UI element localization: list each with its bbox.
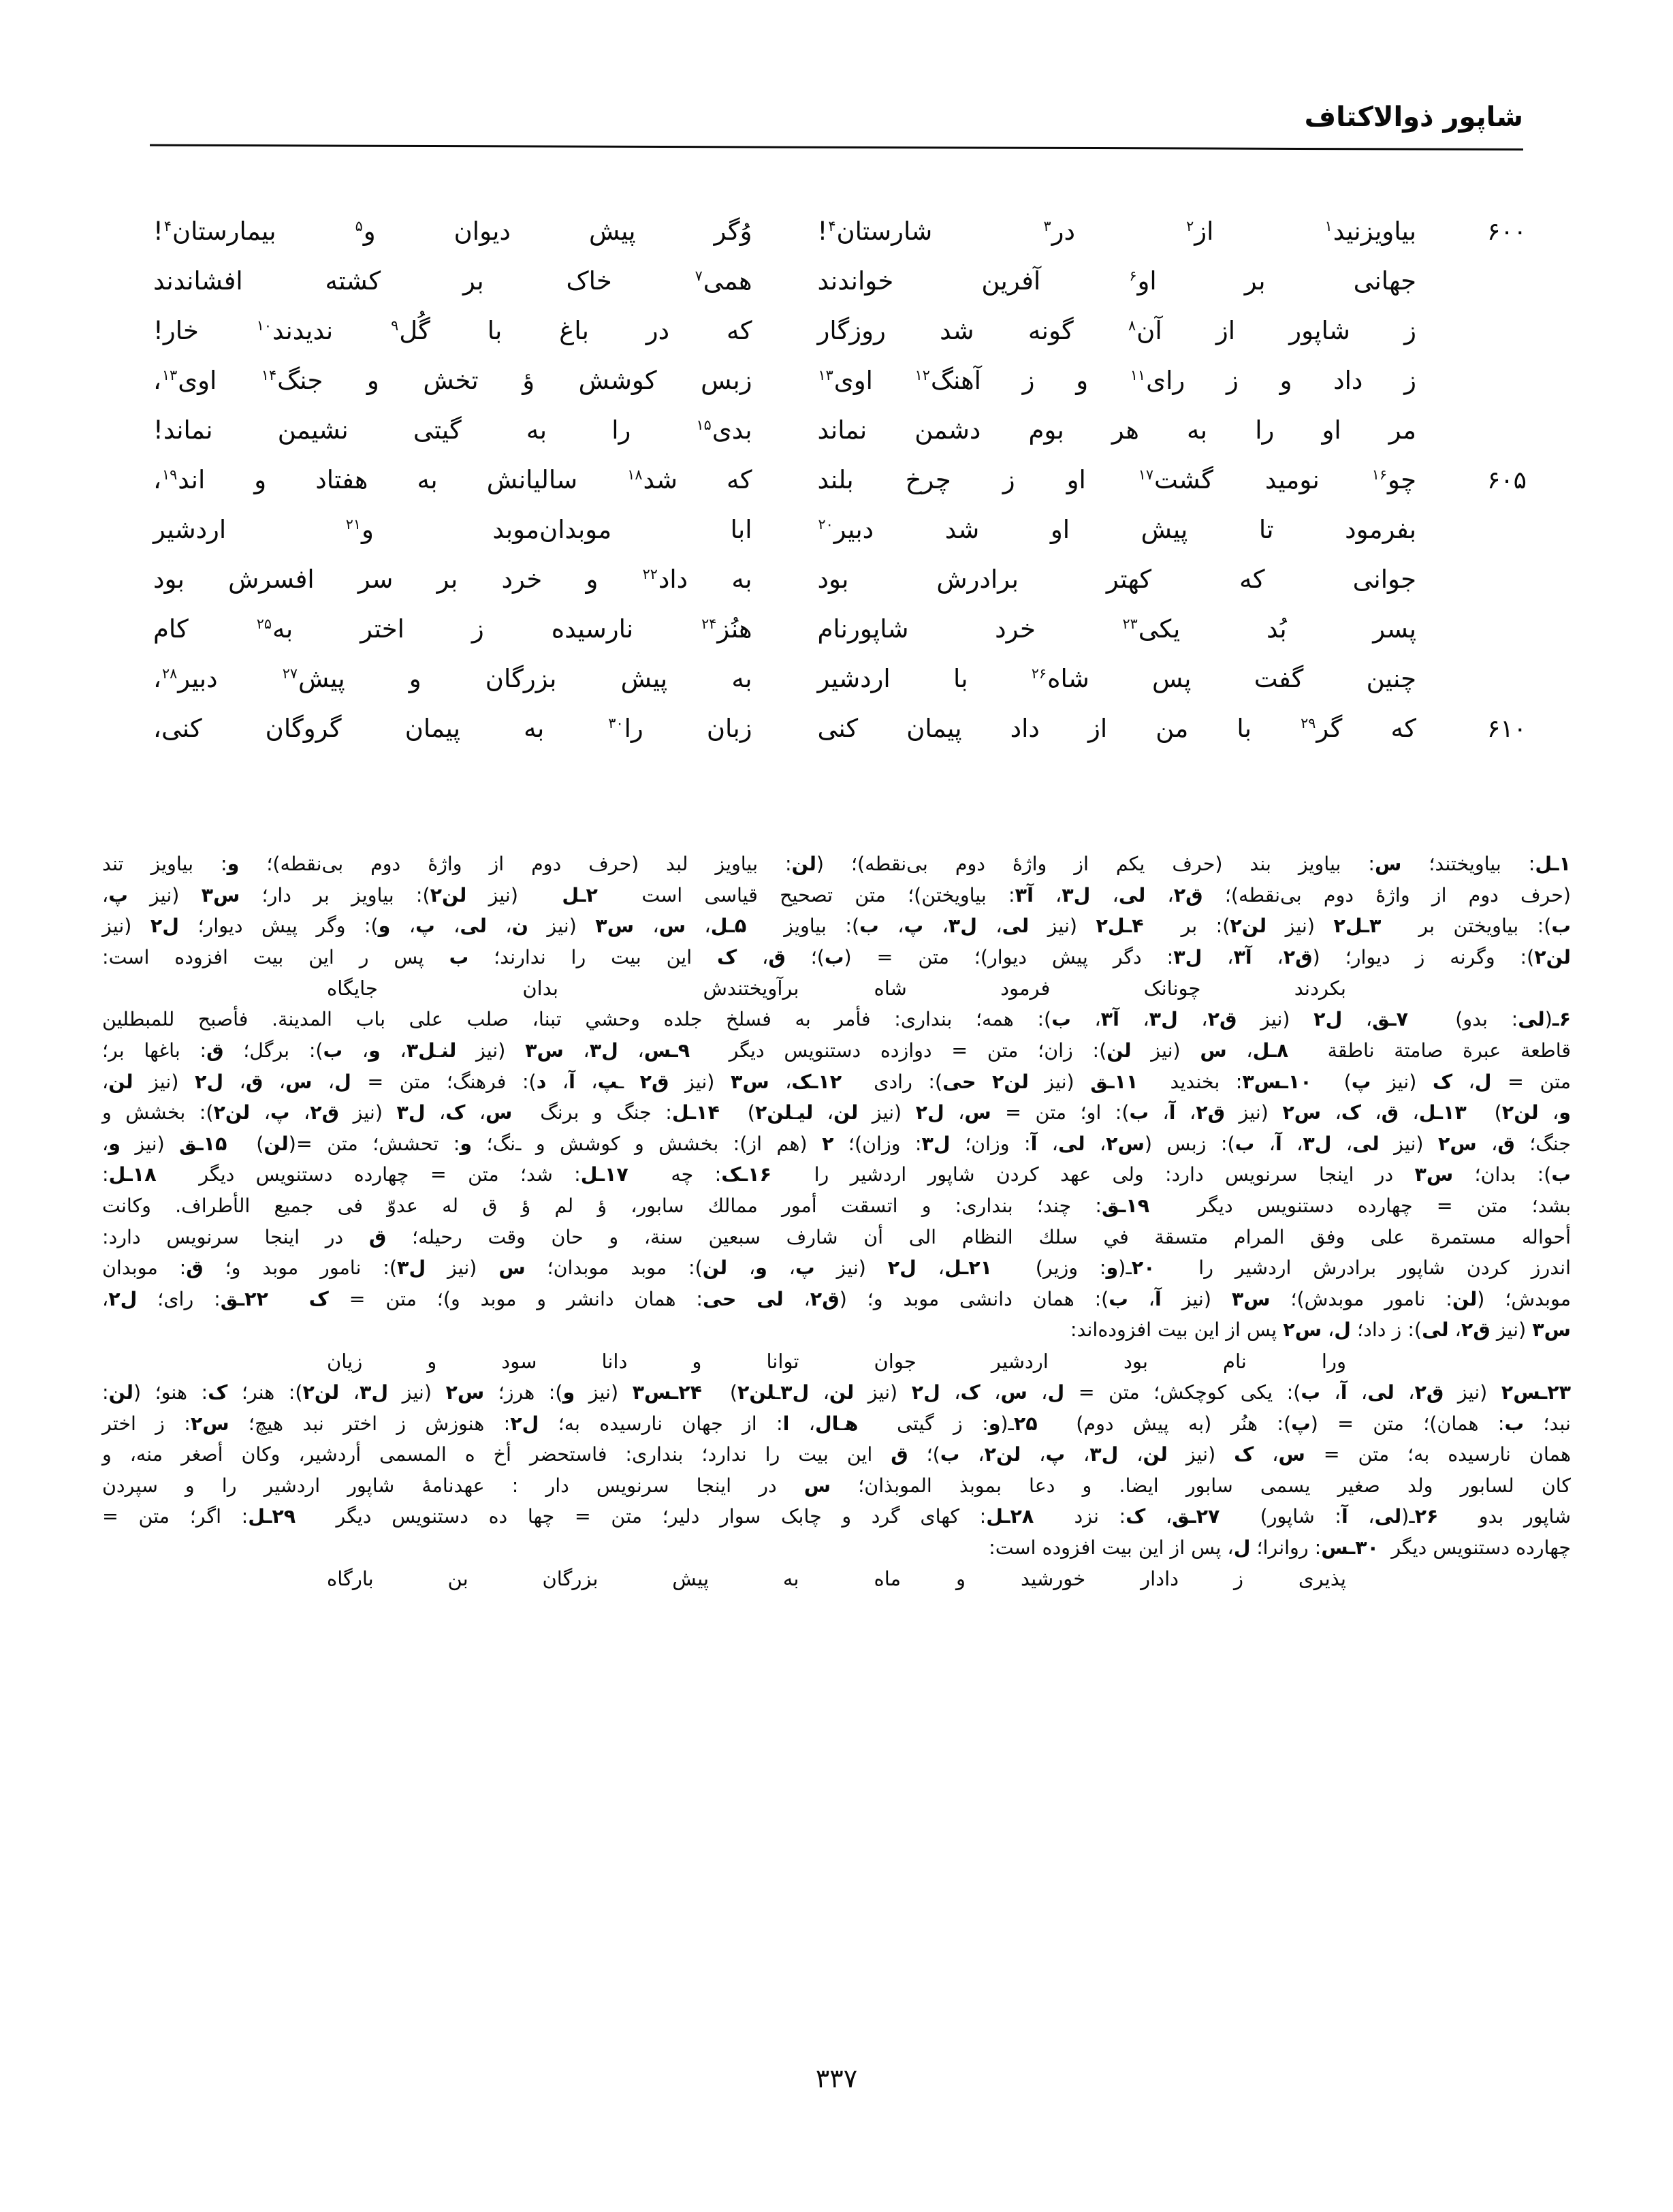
apparatus-note-line: و، لن۲) ۱۳ـل، ق، ک، س۲ (نیز ق۲، آ، ب): او؛ متن = س، ل۲ (نیز لن، لیـلن۲) ۱۴ـل: جنگ و برنگ س، ک، ل۳ (نیز ق۲، پ، لن۲): بخشش و <box>102 1101 1571 1124</box>
verse-number: ۶۰۰ <box>1486 218 1527 246</box>
verse-line <box>146 415 1527 465</box>
hemistich-second: همی$^۷$ خاک بر کشته افشاندند <box>153 266 752 296</box>
apparatus-note-line: همان نارسیده به؛ متن = س، ک (نیز لن، ل۳، پ، لن۲، ب)؛ ق این بیت را ندارد؛ بنداری: فاستحضر أخ ه المسمى أردشير، وكان أصغر منه، و <box>102 1443 1572 1466</box>
hemistich-first: ز داد و ز رای$^{۱۱}$ و ز آهنگ$^{۱۲}$ اوی$^{۱۳}$ <box>818 366 1416 395</box>
header-divider-rule <box>150 144 1523 151</box>
verse-line <box>146 515 1527 565</box>
verse-block <box>146 217 1527 763</box>
apparatus-inset-couplet <box>102 973 1571 1004</box>
apparatus-note-line: ۶ـ(لی: بدو) ۷ـق، ل۲ (نیز ق۲، ل۳، آ۳، ب): همه؛ بنداری: فأمر به فسلخ جلده وحشي تبنا، صلب على باب المدينة. فأصبح للمبطلين <box>102 1008 1572 1031</box>
hemistich-first: بفرمود تا پیش او شد دبیر$^{۲۰}$ <box>818 515 1416 544</box>
apparatus-note-line: چهارده دستنویس دیگر ۳۰ـس: روانرا؛ ل، پس از این بیت افزوده است: <box>989 1536 1571 1559</box>
hemistich-second: که شد$^{۱۸}$ سالیانش به هفتاد و اند$^{۱۹}$، <box>153 465 752 494</box>
hemistich-second: وُگر پیش دیوان و$^۵$ بیمارستان$^۴$! <box>153 217 752 246</box>
apparatus-note-line: س۳ (نیز ق۲، لی): ز داد؛ ل، س۲ پس از این بیت افزوده‌اند: <box>1070 1318 1571 1342</box>
hemistich-first: چو$^{۱۶}$ نومید گشت$^{۱۷}$ او ز چرخ بلند <box>817 465 1416 494</box>
hemistich-second: زبان را$^{۳۰}$ به پیمان گروگان کنی، <box>153 714 752 743</box>
apparatus-note-line: ۱ـل: بیاویختند؛ س: بیاویز بند (حرف یکم از واژهٔ دوم بی‌نقطه)؛ (لن: بیاویز لبد (حرف دوم از واژهٔ دوم بی‌نقطه)؛ و: بیاویز تند <box>102 853 1571 875</box>
inset-hemistich-first: بکردند چونانک فرمود شاه <box>874 977 1346 1000</box>
hemistich-first: چنین گفت پس شاه$^{۲۶}$ با اردشیر <box>817 664 1416 693</box>
verse-line <box>146 614 1527 664</box>
running-head <box>150 102 1523 177</box>
apparatus-note-line: قاطعة عبرة صامتة ناطقة ۸ـل، س (نیز لن): زان؛ متن = دوازده دستنویس دیگر ۹ـس، ل۳، س۳ (نیز لنـل۳، و، ب): برگل؛ ق: باغها بر؛ <box>102 1039 1572 1062</box>
verse-line <box>146 565 1527 614</box>
running-head-title: شاپور ذوالاکتاف <box>1304 101 1523 133</box>
hemistich-first: پسر بُد یکی$^{۲۳}$ خرد شاپورنام <box>817 614 1416 644</box>
inset-hemistich-second: به پیش بزرگان بن بارگاه <box>327 1567 799 1591</box>
hemistich-first: مر او را به هر بوم دشمن نماند <box>817 415 1416 445</box>
apparatus-note-line: كان لسابور ولد صغير يسمى سابور ايضا. و دعا بموبذ الموبذان؛ س در اینجا سرنویس دار : عهدنامهٔ شاپور اردشیر را و سپردن <box>102 1474 1571 1497</box>
verse-number: ۶۰۵ <box>1486 467 1527 494</box>
hemistich-second: هنُز$^{۲۴}$ نارسیده ز اختر به$^{۲۵}$ کام <box>153 614 752 644</box>
hemistich-first: ز شاپور از آن$^۸$ گونه شد روزگار <box>817 316 1417 345</box>
verse-number: ۶۱۰ <box>1486 715 1527 743</box>
inset-hemistich-first: ورا نام بود اردشیر جوان <box>874 1349 1346 1373</box>
apparatus-note-line: متن = ل، ک (نیز پ) ۱۰ـس۳: بخندید ۱۱ـق (نیز لن۲ حی): رادی ۱۲ـک، س۳ (نیز ق۲ ـپ، آ، د): فرهنگ؛ متن = ل، س، ق، ل۲ (نیز لن، <box>102 1070 1572 1093</box>
apparatus-note-line: شاپور بدو ۲۶ـ(لی، آ: شاپور) ۲۷ـق، ک: نزد ۲۸ـل: کهای گرد و چابک سوار دلیر؛ متن = چها ده دستنویس دیگر ۲۹ـل: اگر؛ متن = <box>102 1505 1571 1528</box>
apparatus-note-line: نبد؛ ب: همان)؛ متن = (پ): هنُر (به پیش دوم) ۲۵ـ(و: ز گیتی هـال، ا: از جهان نارسیده به؛ ل۲: هنوزش ز اختر نبد هیچ؛ س۲: ز اختر <box>102 1412 1571 1435</box>
apparatus-note-line: ب): بدان؛ س۳ در اینجا سرنویس دارد: ولی عهد کردن شاپور اردشیر را ۱۶ـک: چه ۱۷ـل: شد؛ متن = چهارده دستنویس دیگر ۱۸ـل: <box>102 1163 1571 1186</box>
apparatus-note-line: جنگ؛ ق، س۲ (نیز لی، ل۳، آ، ب): زبس (س۲، لی، آ: وزان؛ ل۳: وزان)؛ ۲ (هم از): بخشش و کوشش و ـ‌نگ؛ و: تحشش؛ متن =(لن) ۱۵ـق (نیز و، <box>102 1132 1572 1155</box>
folio-number: ۳۳۷ <box>815 2064 858 2094</box>
apparatus-note-line: موبدش؛ (لن: نامور موبدش)؛ س۳ (نیز آ، ب): همان دانشی موبد و؛ (ق۲، لی حی: همان دانشر و موبد و)؛ متن = ک ۲۲ـق: رای؛ ل۲، <box>102 1287 1571 1310</box>
hemistich-first: بیاویزنید$^۱$ از$^۲$ در$^۳$ شارستان$^۴$! <box>817 217 1416 246</box>
apparatus-note-line: اندرز کردن شاپور برادرش اردشیر را ۲۰ـ(و: وزیر) ۲۱ـل، ل۲ (نیز پ، و، لن): موبد موبدان؛ س (نیز ل۳): نامور موبد و؛ ق: موبدان <box>102 1257 1572 1280</box>
inset-hemistich-second: برآویختندش بدان جایگاه <box>327 977 799 1000</box>
apparatus-note-line: أحواله مستمرة على وفق المرام متسقة في سلك النظام الى أن شارف سبعين سنة، و حان وقت رحیله؛ ق در اینجا سرنویس دارد: <box>102 1225 1572 1248</box>
verse-line <box>146 316 1527 366</box>
apparatus-note-line: لن۲): وگرنه ز دیوار؛ (ق۲، آ۳، ل۳: دگر پیش دیوار)؛ متن = (ب)؛ ق، ک این بیت را ندارند؛ ب پس ر این بیت افزوده است: <box>102 945 1571 968</box>
verse-line <box>146 366 1527 415</box>
apparatus-note-line: ۲۳ـس۲ (نیز ق۲، لی، آ، ب): یکی کوچکش؛ متن = ل، س، ک، ل۲ (نیز لن، ل۳ـلن۲) ۲۴ـس۳ (نیز و): هرز؛ س۲ (نیز ل۳، لن۲): هنر؛ ک: هنو؛ (لن: <box>102 1380 1572 1404</box>
inset-hemistich-second: توانا و دانا سود و زیان <box>327 1349 799 1373</box>
verse-line <box>146 664 1527 714</box>
hemistich-second: به داد$^{۲۲}$ و خرد بر سر افسرش بود <box>153 565 752 594</box>
hemistich-second: بدی$^{۱۵}$ را به گیتی نشیمن نماند! <box>153 415 752 445</box>
verse-line <box>146 714 1527 763</box>
apparatus-inset-couplet <box>102 1563 1571 1594</box>
hemistich-first: جوانی که کهتر برادرش بود <box>817 565 1416 594</box>
hemistich-first: جهانی بر او$^۶$ آفرین خواندند <box>817 266 1416 296</box>
apparatus-note-line: بشد؛ متن = چهارده دستنویس دیگر ۱۹ـق: چند؛ بنداری: و اتسقت أمور ممالك سابور، ؤ لم ؤ ق له عدوّ فی جميع الأطراف. وكانت <box>102 1194 1572 1217</box>
inset-hemistich-first: پذیری ز دادار خورشید و ماه <box>874 1567 1346 1591</box>
verse-line <box>146 217 1527 266</box>
verse-line <box>146 465 1527 515</box>
hemistich-second: ابا موبدان‌موبد و$^{۲۱}$ اردشیر <box>153 515 752 544</box>
verse-line <box>146 266 1527 316</box>
apparatus-block <box>102 849 1571 1594</box>
hemistich-second: که در باغ با گُل$^۹$ ندیدند$^{۱۰}$ خار! <box>153 316 752 345</box>
apparatus-inset-couplet <box>102 1346 1571 1377</box>
hemistich-first: که گر$^{۲۹}$ با من از داد پیمان کنی <box>817 714 1416 743</box>
apparatus-note-line: (حرف دوم از واژهٔ دوم بی‌نقطه)؛ ق۲، لی، ل۳، آ۳: بیاویختن)؛ متن تصحیح قیاسی است ۲ـل (نیز لن۲): بیاویز بر دار؛ س۳ (نیز پ، <box>102 883 1571 906</box>
apparatus-note-line: ب): بیاویختن بر ۳ـل۲ (نیز لن۲): بر ۴ـل۲ (نیز لی، ل۳، پ، ب): بیاویز ۵ـل، س، س۳ (نیز ن، لی، پ، و): وگر پیش دیوار؛ ل۲ (نیز <box>102 915 1571 938</box>
hemistich-second: به پیش بزرگان و پیش$^{۲۷}$ دبیر$^{۲۸}$، <box>153 664 752 693</box>
hemistich-second: زبس کوشش ؤ تخش و جنگ$^{۱۴}$ اوی$^{۱۳}$، <box>153 366 752 395</box>
